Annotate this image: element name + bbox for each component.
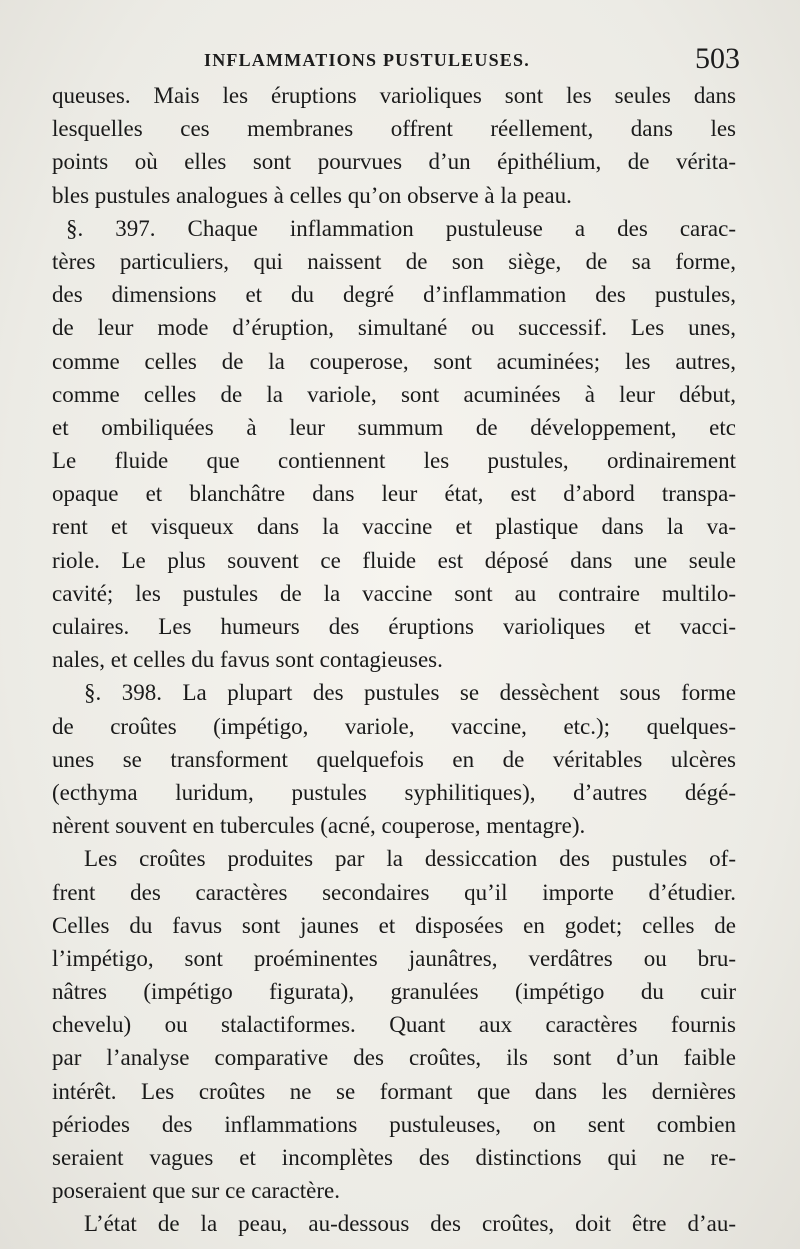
text-line: §. 397. Chaque inflammation pustuleuse a des carac-: [66, 215, 736, 241]
text-line: opaque et blanchâtre dans leur état, est d’abord transpa-: [52, 481, 736, 507]
running-title: INFLAMMATIONS PUSTULEUSES.: [204, 50, 530, 70]
text-line: §. 398. La plupart des pustules se dessèchent sous forme: [84, 680, 736, 706]
page-header: [52, 42, 740, 82]
text-line: tères particuliers, qui naissent de son siège, de sa forme,: [52, 248, 736, 274]
text-line: Celles du favus sont jaunes et disposées en godet; celles de: [52, 912, 736, 938]
text-line: Le fluide que contiennent les pustules, ordinairement: [52, 448, 736, 474]
text-line: nâtres (impétigo figurata), granulées (impétigo du cuir: [52, 979, 736, 1005]
text-line: (ecthyma luridum, pustules syphilitiques), d’autres dégé-: [52, 779, 736, 805]
body-text: [52, 79, 736, 1241]
text-line: Les croûtes produites par la dessiccation des pustules of-: [84, 846, 736, 872]
text-line: et ombiliquées à leur summum de développement, etc: [52, 414, 736, 440]
text-line: frent des caractères secondaires qu’il importe d’étudier.: [52, 879, 736, 905]
text-line: chevelu) ou stalactiformes. Quant aux caractères fournis: [52, 1012, 736, 1038]
text-line: nales, et celles du favus sont contagieuses.: [52, 647, 443, 673]
text-line: poseraient que sur ce caractère.: [52, 1178, 340, 1204]
text-line: périodes des inflammations pustuleuses, on sent combien: [52, 1111, 736, 1137]
text-line: cavité; les pustules de la vaccine sont au contraire multilo-: [52, 580, 736, 606]
text-line: rent et visqueux dans la vaccine et plastique dans la va-: [52, 514, 736, 540]
text-line: bles pustules analogues à celles qu’on observe à la peau.: [52, 182, 572, 208]
text-line: nèrent souvent en tubercules (acné, couperose, mentagre).: [52, 813, 586, 839]
text-line: lesquelles ces membranes offrent réellement, dans les: [52, 116, 736, 142]
text-line: des dimensions et du degré d’inflammation des pustules,: [52, 282, 736, 308]
text-line: seraient vagues et incomplètes des distinctions qui ne re-: [52, 1145, 736, 1170]
text-line: queuses. Mais les éruptions varioliques sont les seules dans: [52, 83, 736, 108]
text-line: riole. Le plus souvent ce fluide est déposé dans une seule: [52, 547, 736, 573]
text-line: L’état de la peau, au-dessous des croûtes, doit être d’au-: [84, 1211, 736, 1237]
text-line: par l’analyse comparative des croûtes, ils sont d’un faible: [52, 1045, 736, 1071]
text-line: comme celles de la variole, sont acuminées à leur début,: [52, 381, 736, 407]
text-line: unes se transforment quelquefois en de véritables ulcères: [52, 746, 736, 772]
text-line: l’impétigo, sont proéminentes jaunâtres, verdâtres ou bru-: [52, 945, 736, 971]
text-line: comme celles de la couperose, sont acuminées; les autres,: [52, 348, 736, 374]
text-line: culaires. Les humeurs des éruptions varioliques et vacci-: [52, 614, 736, 639]
text-line: intérêt. Les croûtes ne se formant que dans les dernières: [52, 1078, 736, 1104]
page-number: 503: [695, 42, 740, 75]
text-line: de leur mode d’éruption, simultané ou successif. Les unes,: [52, 315, 736, 341]
text-line: points où elles sont pourvues d’un épithélium, de vérita-: [52, 149, 736, 175]
text-line: de croûtes (impétigo, variole, vaccine, etc.); quelques-: [52, 713, 736, 739]
